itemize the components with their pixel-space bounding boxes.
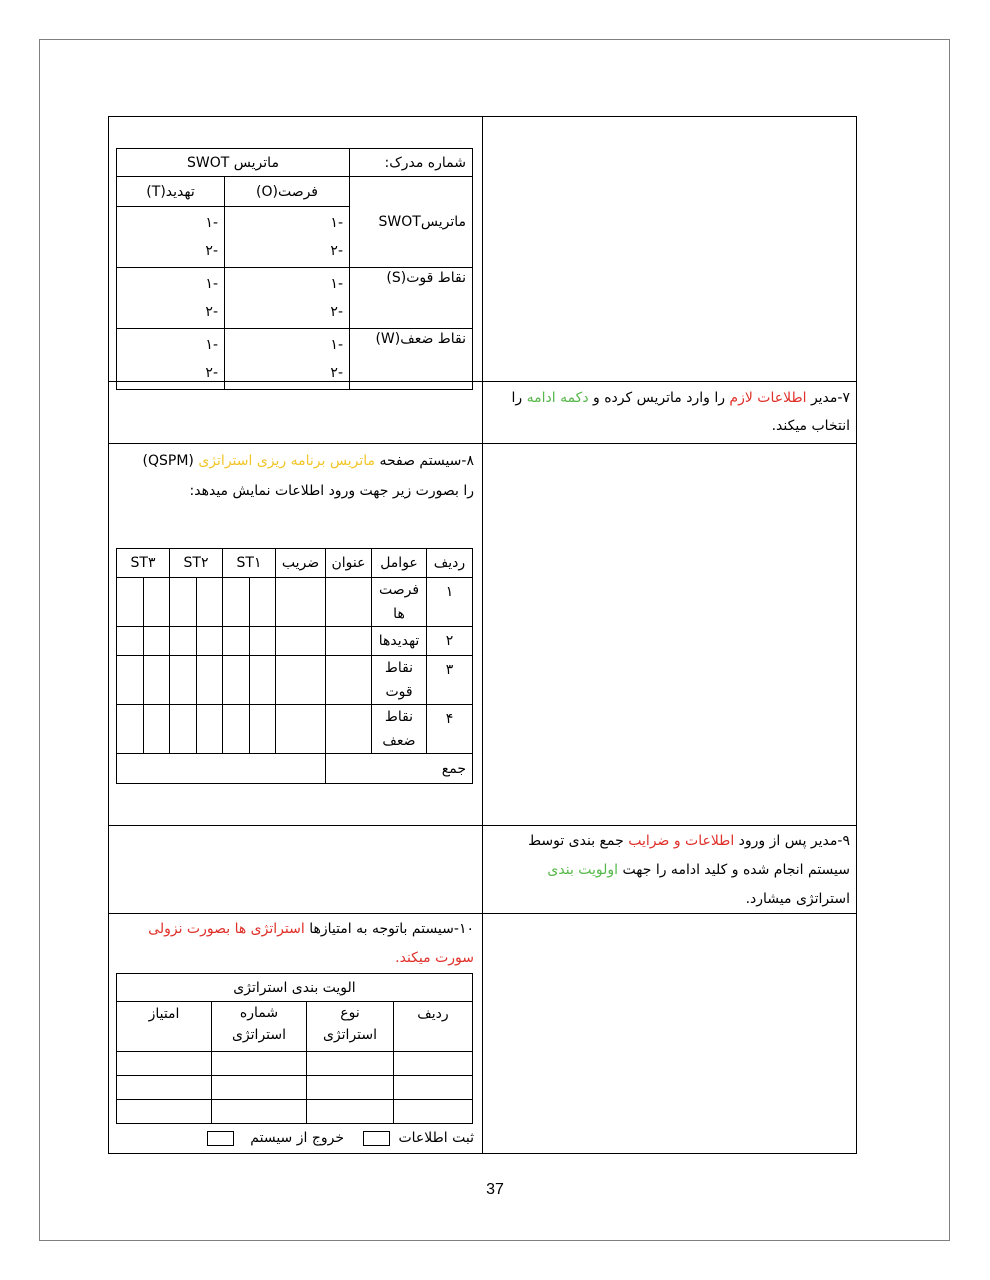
input-cell[interactable]: [276, 705, 326, 754]
row-number: ۲: [427, 627, 473, 656]
col-opportunity: فرصت(O): [225, 177, 350, 207]
swot-matrix: [116, 148, 473, 390]
page-number: 37: [486, 1181, 504, 1198]
row-number: ۳: [427, 656, 473, 705]
total-label: جمع: [326, 754, 473, 784]
swot-row-label: ماتریسSWOT: [350, 177, 473, 268]
col-type: نوع استراتژی: [307, 1002, 394, 1051]
input-cell[interactable]: [326, 578, 372, 627]
column-divider: [482, 116, 483, 1154]
swot-cell[interactable]: -۱ -۲: [117, 329, 225, 390]
factor-cell: نقاط قوت: [372, 656, 427, 705]
input-cell[interactable]: [196, 705, 223, 754]
save-button[interactable]: [363, 1131, 390, 1146]
input-cell[interactable]: [223, 656, 250, 705]
total-value-cell[interactable]: [117, 754, 326, 784]
input-cell[interactable]: [170, 578, 197, 627]
header-st2: ST۲: [170, 549, 223, 578]
input-cell[interactable]: [276, 627, 326, 656]
input-cell[interactable]: [276, 578, 326, 627]
header-coef: ضریب: [276, 549, 326, 578]
doc-number-label: شماره مدرک:: [350, 149, 473, 177]
priority-title: الویت بندی استراتژی: [117, 974, 473, 1002]
swot-row-label: نقاط قوت(S): [350, 268, 473, 329]
priority-cell[interactable]: [117, 1099, 212, 1123]
col-score: امتیاز: [117, 1002, 212, 1051]
swot-cell[interactable]: -۱ -۲: [117, 268, 225, 329]
input-cell[interactable]: [143, 627, 170, 656]
input-cell[interactable]: [223, 705, 250, 754]
factor-cell: نقاط ضعف: [372, 705, 427, 754]
col-number: شماره استراتژی: [212, 1002, 307, 1051]
swot-cell[interactable]: -۱ -۲: [225, 207, 350, 268]
priority-cell[interactable]: [212, 1051, 307, 1075]
input-cell[interactable]: [223, 578, 250, 627]
swot-title: ماتریس SWOT: [117, 149, 350, 177]
priority-cell[interactable]: [117, 1051, 212, 1075]
swot-cell[interactable]: -۱ -۲: [225, 329, 350, 390]
col-row: ردیف: [394, 1002, 473, 1051]
header-st1: ST۱: [223, 549, 276, 578]
input-cell[interactable]: [249, 656, 276, 705]
header-title: عنوان: [326, 549, 372, 578]
header-st3: ST۳: [117, 549, 170, 578]
factor-cell: تهدیدها: [372, 627, 427, 656]
row-divider: [108, 443, 857, 444]
priority-cell[interactable]: [212, 1099, 307, 1123]
input-cell[interactable]: [223, 627, 250, 656]
swot-row-label: نقاط ضعف(W): [350, 329, 473, 390]
input-cell[interactable]: [143, 705, 170, 754]
input-cell[interactable]: [249, 578, 276, 627]
exit-button[interactable]: [207, 1131, 234, 1146]
input-cell[interactable]: [170, 656, 197, 705]
row-divider: [108, 825, 857, 826]
input-cell[interactable]: [196, 627, 223, 656]
factor-cell: فرصت ها: [372, 578, 427, 627]
priority-cell[interactable]: [307, 1099, 394, 1123]
row-number: ۱: [427, 578, 473, 627]
priority-cell[interactable]: [394, 1075, 473, 1099]
input-cell[interactable]: [196, 656, 223, 705]
header-factors: عوامل: [372, 549, 427, 578]
step8-text: ۸-سیستم صفحه ماتریس برنامه ریزی استراتژی (QSPM) را بصورت زیر جهت ورود اطلاعات نمایش میدهد:: [142, 453, 474, 499]
priority-cell[interactable]: [307, 1051, 394, 1075]
step10-text: ۱۰-سیستم باتوجه به امتیازها استراتژی ها بصورت نزولی سورت میکند.: [148, 921, 474, 966]
priority-cell[interactable]: [117, 1075, 212, 1099]
priority-cell[interactable]: [394, 1051, 473, 1075]
input-cell[interactable]: [326, 656, 372, 705]
input-cell[interactable]: [276, 656, 326, 705]
priority-cell[interactable]: [394, 1099, 473, 1123]
input-cell[interactable]: [117, 705, 144, 754]
input-cell[interactable]: [170, 705, 197, 754]
input-cell[interactable]: [143, 578, 170, 627]
qspm-matrix: [116, 548, 473, 784]
priority-table: [116, 973, 473, 1124]
step9-text: ۹-مدیر پس از ورود اطلاعات و ضرایب جمع بندی توسط سیستم انجام شده و کلید ادامه را جهت اولویت بندی استراتژی میشارد.: [528, 833, 850, 907]
exit-button-label[interactable]: خروج از سیستم: [250, 1130, 344, 1146]
input-cell[interactable]: [117, 656, 144, 705]
swot-cell[interactable]: -۱ -۲: [117, 207, 225, 268]
save-button-label[interactable]: ثبت اطلاعات: [398, 1130, 474, 1146]
input-cell[interactable]: [326, 627, 372, 656]
input-cell[interactable]: [326, 705, 372, 754]
input-cell[interactable]: [143, 656, 170, 705]
input-cell[interactable]: [170, 627, 197, 656]
header-row: ردیف: [427, 549, 473, 578]
input-cell[interactable]: [196, 578, 223, 627]
priority-cell[interactable]: [212, 1075, 307, 1099]
input-cell[interactable]: [249, 627, 276, 656]
priority-cell[interactable]: [307, 1075, 394, 1099]
input-cell[interactable]: [249, 705, 276, 754]
input-cell[interactable]: [117, 578, 144, 627]
swot-cell[interactable]: -۱ -۲: [225, 268, 350, 329]
input-cell[interactable]: [117, 627, 144, 656]
col-threat: تهدید(T): [117, 177, 225, 207]
step7-text: ۷-مدیر اطلاعات لازم را وارد ماتریس کرده و دکمه ادامه را انتخاب میکند.: [511, 390, 850, 434]
row-number: ۴: [427, 705, 473, 754]
